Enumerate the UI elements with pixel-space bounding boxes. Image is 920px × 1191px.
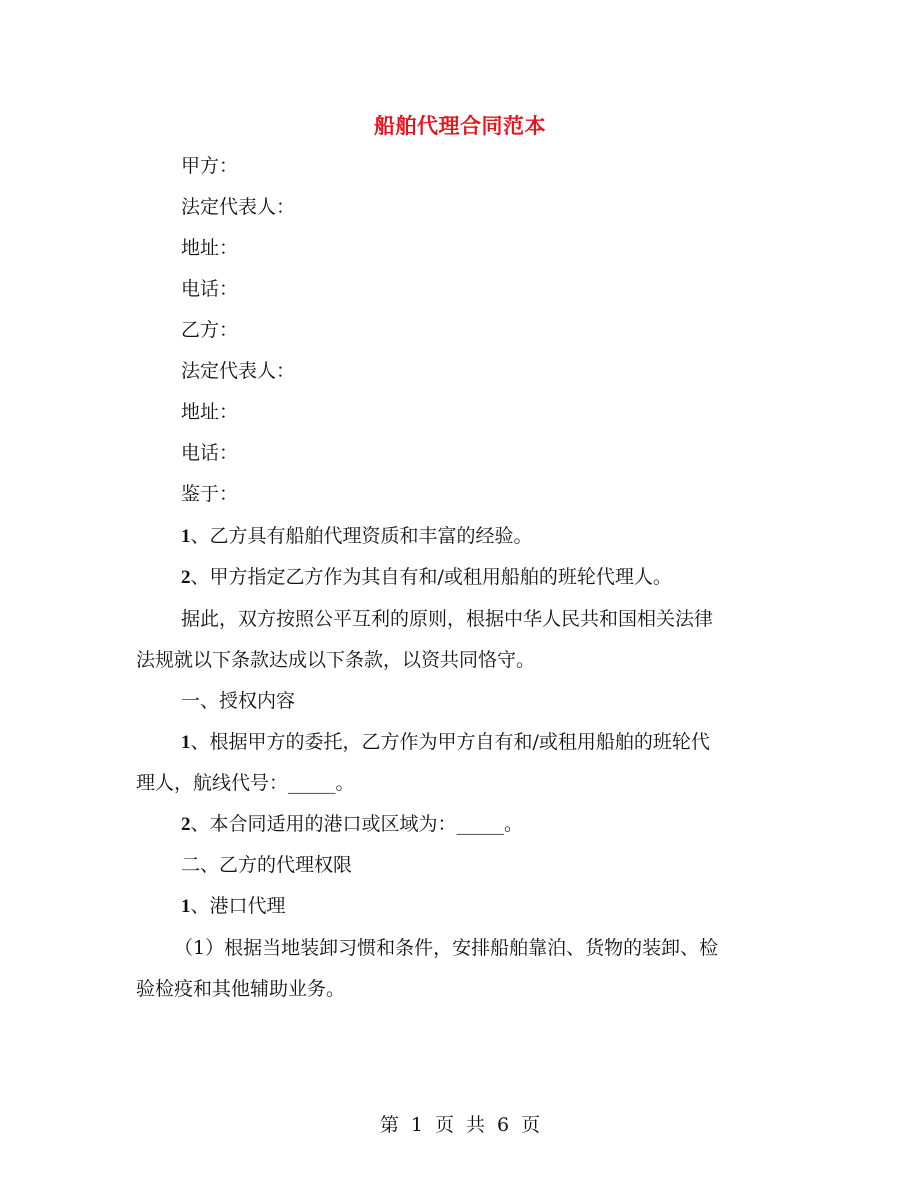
whereas-item	[181, 523, 533, 550]
item-text: 、根据甲方的委托，乙方作为甲方自有和/或租用船舶的班轮代	[190, 731, 710, 753]
clause-1-line-2: 验检疫和其他辅助业务。	[136, 978, 346, 1000]
whereas-item-number: 1	[181, 526, 191, 547]
section-1-item-2	[181, 811, 523, 838]
page-footer: 第 1 页 共 6 页	[379, 1114, 541, 1136]
whereas-item-text: 、甲方指定乙方作为其自有和/或租用船舶的班轮代理人。	[190, 566, 672, 588]
party-a-address: 地址：	[181, 237, 239, 259]
party-b-representative: 法定代表人：	[181, 360, 296, 382]
whereas-label: 鉴于：	[181, 483, 239, 505]
section-1-heading: 一、授权内容	[181, 690, 296, 712]
whereas-item	[181, 564, 672, 591]
item-number: 1	[181, 896, 191, 917]
section-2-heading: 二、乙方的代理权限	[181, 854, 353, 876]
party-a-name: 甲方：	[181, 155, 239, 177]
party-b-name: 乙方：	[181, 319, 239, 341]
section-1-item-1-line-2: 理人，航线代号：_____。	[136, 772, 355, 794]
section-2-sub-1	[181, 893, 286, 920]
whereas-item-number: 2	[181, 567, 191, 588]
party-b-phone: 电话：	[181, 442, 239, 464]
whereas-item-text: 、乙方具有船舶代理资质和丰富的经验。	[190, 525, 533, 547]
section-1-item-1-line-1	[181, 729, 710, 756]
item-number: 1	[181, 732, 191, 753]
party-b-address: 地址：	[181, 401, 239, 423]
item-text: 、港口代理	[190, 895, 286, 917]
item-text: 、本合同适用的港口或区域为：_____。	[190, 813, 524, 835]
preamble-line-2: 法规就以下条款达成以下条款，以资共同恪守。	[136, 649, 536, 671]
party-a-representative: 法定代表人：	[181, 196, 296, 218]
clause-1-line-1: （1）根据当地装卸习惯和条件，安排船舶靠泊、货物的装卸、检	[174, 937, 719, 959]
preamble-line-1: 据此，双方按照公平互利的原则，根据中华人民共和国相关法律	[181, 608, 714, 630]
document-title: 船舶代理合同范本	[374, 113, 546, 138]
party-a-phone: 电话：	[181, 278, 239, 300]
item-number: 2	[181, 814, 191, 835]
